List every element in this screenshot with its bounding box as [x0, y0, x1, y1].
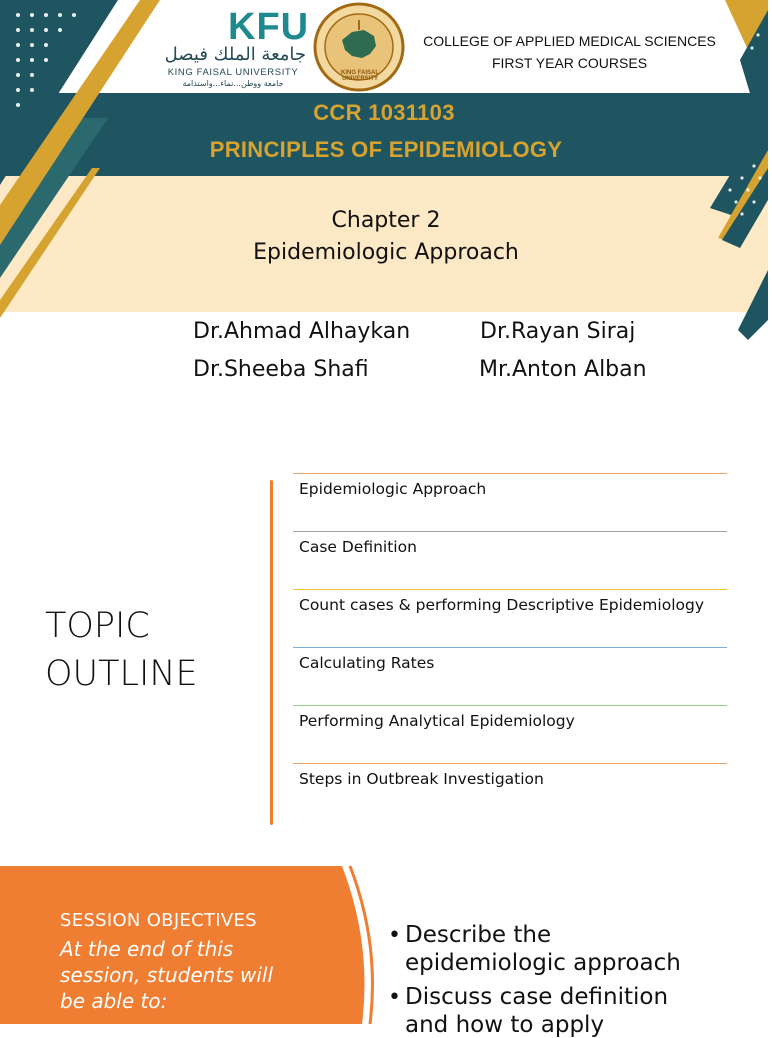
title-slide — [0, 0, 768, 438]
objective-bullet-line: and how to apply — [405, 1012, 605, 1038]
outline-item: Calculating Rates — [299, 654, 435, 672]
course-title: PRINCIPLES OF EPIDEMIOLOGY — [209, 137, 563, 162]
course-level: FIRST YEAR COURSES — [491, 55, 648, 71]
objective-bullet-line: epidemiologic approach — [405, 950, 681, 976]
course-code: CCR 1031103 — [313, 100, 455, 125]
outline-item: Performing Analytical Epidemiology — [299, 712, 575, 730]
kfu-acronym: KFU — [228, 6, 310, 48]
outline-item: Steps in Outbreak Investigation — [299, 770, 544, 788]
outline-item: Case Definition — [299, 538, 417, 556]
outline-rule — [293, 705, 727, 706]
objective-bullet-line: Discuss case definition — [405, 984, 669, 1010]
author-name: Dr.Sheeba Shafi — [193, 357, 369, 382]
outline-rule — [293, 473, 727, 474]
chapter-title: Epidemiologic Approach — [253, 240, 519, 265]
kfu-motto: جامعة ووطن...نماء...واستدامة — [182, 79, 284, 88]
objectives-intro-line: session, students will — [60, 963, 274, 987]
outline-rule — [293, 763, 727, 764]
session-objectives-slide — [0, 864, 768, 1038]
seal-caption: KING FAISAL UNIVERSITY — [340, 70, 379, 82]
author-name: Dr.Ahmad Alhaykan — [193, 319, 411, 344]
college-name: COLLEGE OF APPLIED MEDICAL SCIENCES — [423, 33, 716, 49]
author-name: Mr.Anton Alban — [479, 357, 647, 382]
chapter-label: Chapter 2 — [331, 208, 441, 233]
kfu-arabic-name: جامعة الملك فيصل — [164, 44, 306, 65]
author-name: Dr.Rayan Siraj — [480, 319, 636, 344]
outline-item: Count cases & performing Descriptive Epidemiology — [299, 596, 704, 614]
outline-rule — [293, 647, 727, 648]
outline-rule — [293, 531, 727, 532]
bullet-icon: • — [388, 923, 401, 948]
objectives-title: SESSION OBJECTIVES — [60, 910, 257, 931]
objective-bullet-line: Describe the — [405, 922, 552, 948]
outline-divider — [270, 480, 273, 825]
bullet-icon: • — [388, 985, 401, 1010]
objectives-intro-line: be able to: — [60, 989, 168, 1013]
outline-item: Epidemiologic Approach — [299, 480, 487, 498]
objectives-intro-line: At the end of this — [60, 937, 234, 961]
kfu-english-name: KING FAISAL UNIVERSITY — [167, 67, 299, 78]
topic-outline-slide — [0, 440, 768, 862]
outline-heading: TOPIC OUTLINE — [45, 606, 198, 694]
outline-rule — [293, 589, 727, 590]
